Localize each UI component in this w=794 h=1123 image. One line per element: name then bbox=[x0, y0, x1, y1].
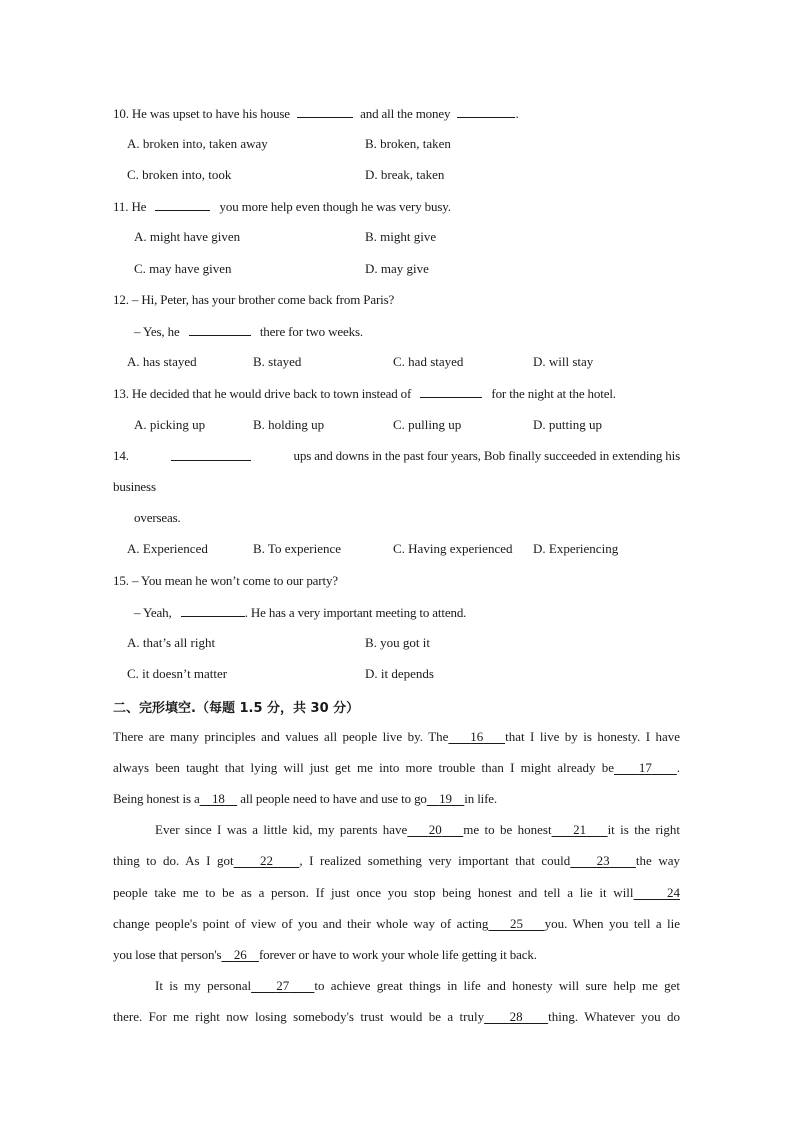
option-c[interactable]: C. pulling up bbox=[393, 417, 462, 432]
question-stem: you more help even though he was very busy. bbox=[219, 199, 451, 214]
question-12 bbox=[113, 292, 394, 308]
passage-line bbox=[113, 947, 537, 963]
question-stem: there for two weeks. bbox=[259, 324, 363, 339]
passage-text: me to be honest bbox=[463, 822, 552, 837]
cloze-blank-28[interactable]: 28 bbox=[509, 1009, 523, 1024]
option-a[interactable]: A. Experienced bbox=[127, 541, 208, 556]
passage-text: It is my personal bbox=[155, 978, 252, 993]
passage-text: forever or have to work your whole life getting it back. bbox=[258, 947, 537, 962]
passage-text: people take me to be as a person. If just once you stop being honest and tell a lie it will bbox=[113, 885, 634, 900]
option-a[interactable]: A. has stayed bbox=[127, 354, 197, 369]
passage-line bbox=[113, 729, 680, 745]
option-d[interactable]: D. it depends bbox=[365, 666, 434, 681]
answer-blank[interactable] bbox=[297, 105, 353, 118]
answer-blank[interactable] bbox=[171, 448, 251, 461]
cloze-blank-27[interactable]: 27 bbox=[276, 978, 290, 993]
punctuation: . bbox=[515, 106, 519, 121]
option-d[interactable]: D. may give bbox=[365, 261, 429, 276]
passage-line bbox=[113, 916, 680, 932]
question-stem: – Yes, he bbox=[134, 324, 180, 339]
cloze-blank-25[interactable]: 25 bbox=[510, 916, 523, 931]
option-d[interactable]: D. break, taken bbox=[365, 167, 445, 182]
passage-text: always been taught that lying will just get me into more trouble than I might already be bbox=[113, 760, 614, 775]
cloze-blank-16[interactable]: 16 bbox=[470, 729, 484, 744]
option-b[interactable]: B. stayed bbox=[253, 354, 302, 369]
option-c[interactable]: C. it doesn’t matter bbox=[127, 666, 228, 681]
passage-text: to achieve great things in life and honesty will sure help me get bbox=[314, 978, 681, 993]
question-10 bbox=[113, 105, 519, 122]
passage-text: . bbox=[676, 760, 681, 775]
question-stem: . He has a very important meeting to attend. bbox=[244, 605, 467, 620]
answer-blank[interactable] bbox=[155, 198, 210, 211]
passage-text: thing to do. As I got bbox=[113, 853, 234, 868]
question-stem: – Yeah, bbox=[134, 605, 172, 620]
question-number: 13. bbox=[113, 386, 129, 401]
question-stem: for the night at the hotel. bbox=[491, 386, 616, 401]
option-a[interactable]: A. that’s all right bbox=[127, 635, 216, 650]
cloze-blank-17[interactable]: 17 bbox=[638, 760, 652, 775]
passage-text: that I live by is honesty. I have bbox=[505, 729, 681, 744]
option-a[interactable]: A. picking up bbox=[134, 417, 206, 432]
passage-text: thing. Whatever you do bbox=[548, 1009, 681, 1024]
option-b[interactable]: B. you got it bbox=[365, 635, 431, 650]
question-14 bbox=[113, 448, 680, 464]
option-a[interactable]: A. broken into, taken away bbox=[127, 136, 268, 151]
answer-blank[interactable] bbox=[181, 604, 245, 617]
passage-line bbox=[155, 822, 680, 838]
passage-line bbox=[155, 978, 680, 994]
option-b[interactable]: B. holding up bbox=[253, 417, 325, 432]
question-stem: – Hi, Peter, has your brother come back from Paris? bbox=[131, 292, 395, 307]
cloze-blank-18[interactable]: 18 bbox=[212, 791, 225, 806]
question-number: 11. bbox=[113, 199, 129, 214]
question-stem: He was upset to have his house bbox=[131, 106, 290, 121]
passage-text: all people need to have and use to go bbox=[240, 791, 427, 806]
question-stem: and all the money bbox=[360, 106, 451, 121]
cloze-blank-26[interactable]: 26 bbox=[233, 947, 247, 962]
question-number: 14. bbox=[113, 448, 129, 463]
question-stem: ups and downs in the past four years, Bob finally succeeded in extending his bbox=[293, 448, 680, 463]
passage-line bbox=[113, 885, 680, 901]
answer-blank[interactable] bbox=[457, 105, 515, 118]
option-c[interactable]: C. broken into, took bbox=[127, 167, 232, 182]
question-stem: – You mean he won’t come to our party? bbox=[131, 573, 338, 588]
question-stem: He bbox=[131, 199, 147, 214]
passage-text: you lose that person's bbox=[113, 947, 222, 962]
section-heading: 二、完形填空.（每题 1.5 分，共 30 分） bbox=[113, 701, 360, 716]
option-b[interactable]: B. broken, taken bbox=[365, 136, 451, 151]
passage-text: Ever since I was a little kid, my parents have bbox=[155, 822, 408, 837]
passage-text: it is the right bbox=[607, 822, 681, 837]
question-15 bbox=[113, 573, 338, 589]
option-c[interactable]: C. had stayed bbox=[393, 354, 464, 369]
option-d[interactable]: D. putting up bbox=[533, 417, 602, 432]
question-11 bbox=[113, 198, 451, 215]
cloze-blank-20[interactable]: 20 bbox=[428, 822, 442, 837]
answer-blank[interactable] bbox=[189, 323, 251, 336]
question-14-cont: overseas. bbox=[134, 510, 181, 525]
cloze-blank-22[interactable]: 22 bbox=[259, 853, 273, 868]
option-c[interactable]: C. Having experienced bbox=[393, 541, 513, 556]
question-13 bbox=[113, 385, 616, 402]
question-number: 12. bbox=[113, 292, 129, 307]
question-number: 10. bbox=[113, 106, 129, 121]
cloze-blank-21[interactable]: 21 bbox=[573, 822, 587, 837]
passage-text: , I realized something very important that could bbox=[299, 853, 571, 868]
passage-text: in life. bbox=[464, 791, 498, 806]
option-d[interactable]: D. will stay bbox=[533, 354, 594, 369]
option-c[interactable]: C. may have given bbox=[134, 261, 232, 276]
passage-text: there. For me right now losing somebody's trust would be a truly bbox=[113, 1009, 485, 1024]
passage-text: change people's point of view of you and their whole way of acting bbox=[113, 916, 489, 931]
cloze-blank-23[interactable]: 23 bbox=[596, 853, 610, 868]
question-stem: He decided that he would drive back to town instead of bbox=[131, 386, 412, 401]
passage-text: Being honest is a bbox=[113, 791, 200, 806]
passage-line bbox=[113, 760, 680, 776]
question-number: 15. bbox=[113, 573, 129, 588]
passage-line bbox=[113, 853, 680, 869]
passage-line bbox=[113, 791, 497, 807]
question-14-cont: business bbox=[113, 479, 156, 494]
passage-text: you. When you tell a lie bbox=[544, 916, 681, 931]
option-b[interactable]: B. To experience bbox=[253, 541, 342, 556]
option-b[interactable]: B. might give bbox=[365, 229, 437, 244]
question-15-reply bbox=[134, 604, 466, 621]
passage-text: There are many principles and values all people live by. The bbox=[113, 729, 449, 744]
option-a[interactable]: A. might have given bbox=[134, 229, 241, 244]
passage-line bbox=[113, 1009, 680, 1025]
cloze-blank-24[interactable]: 24 bbox=[667, 885, 681, 900]
cloze-blank-19[interactable]: 19 bbox=[439, 791, 452, 806]
option-d[interactable]: D. Experiencing bbox=[533, 541, 619, 556]
passage-text: the way bbox=[635, 853, 681, 868]
answer-blank[interactable] bbox=[420, 385, 482, 398]
question-12-reply bbox=[134, 323, 363, 340]
